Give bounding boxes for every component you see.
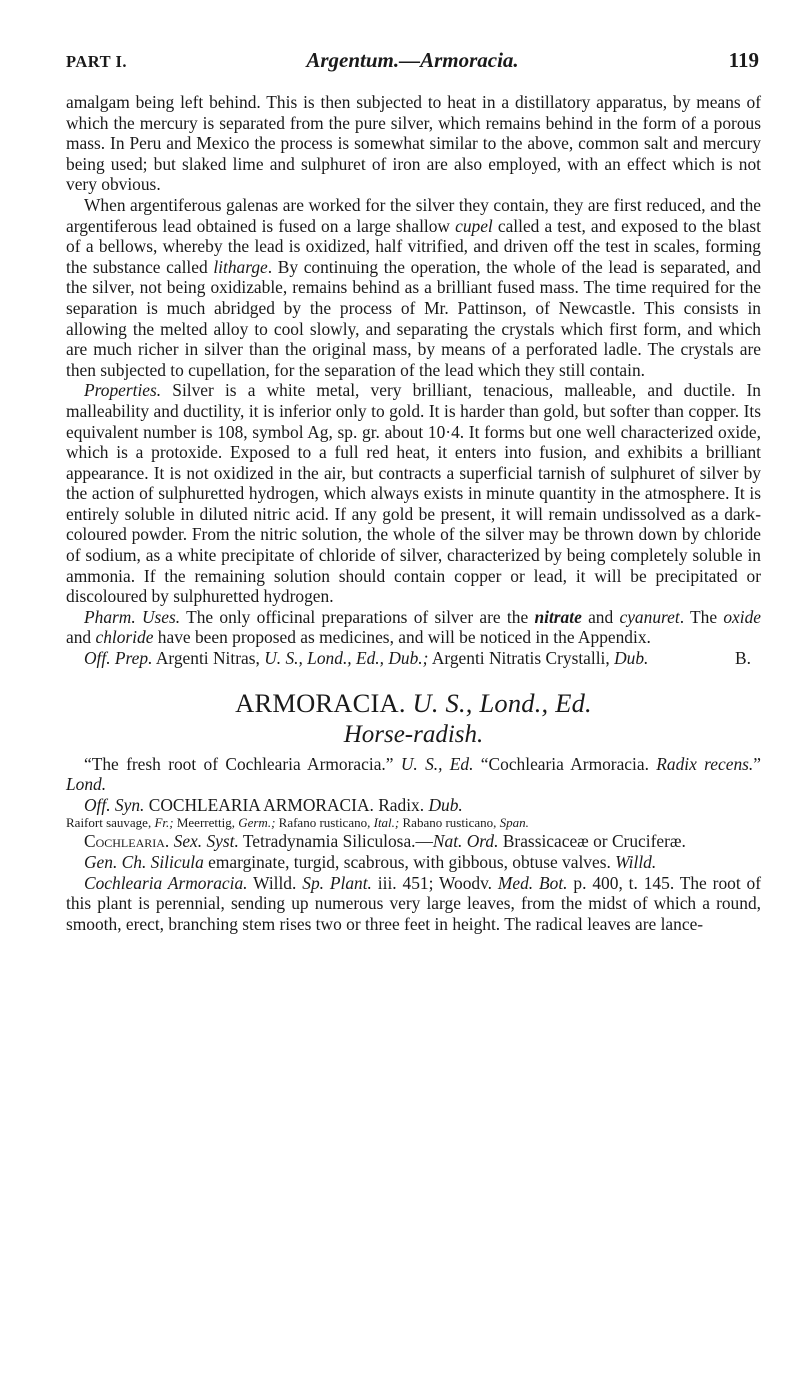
paragraph-off-prep <box>66 648 761 669</box>
paragraph-pharm-uses <box>66 607 761 648</box>
text-run: Willd. <box>247 872 303 893</box>
paragraph-properties <box>66 380 761 607</box>
text-run: Gen. Ch. Silicula <box>84 852 204 872</box>
text-run: U. S., Lond., Ed., Dub.; <box>264 648 429 669</box>
text-run: The only officinal preparations of silver are the <box>180 606 535 627</box>
text-run: emarginate, turgid, scabrous, with gibbous, obtuse valves. <box>203 852 616 872</box>
paragraph-text: amalgam being left behind. This is then subjected to heat in a distillatory apparatus, by means of which the mercury is separated from the pure silver, which remains behind in the form of a porous mass. In Peru and Mexico the process is somewhat similar to the above, common salt and mercury being used; but slaked lime and sulphuret of iron are also employed, with an effect which is not very obvious. <box>66 92 761 195</box>
paragraph-description <box>66 873 761 935</box>
text-run: Raifort sauvage, <box>66 815 155 831</box>
text-run: Radix recens. <box>656 753 754 774</box>
text-run: Span. <box>499 815 529 831</box>
text-run: Rafano rusticano, <box>275 815 374 831</box>
text-run: Silver is a white metal, very brilliant, tenacious, malleable, and ductile. In malleability and ductility, it is inferior only to gold. It is harder than gold, but softer than copper. Its equivalent number is 108, symbol Ag, sp. gr. about 10·4. It forms but one well characterized oxide, which is a protoxide. Exposed to a full red heat, it enters into fusion, and exhibits a brilliant appearance. It is not oxidized in the air, but contracts a superficial tarnish of sulphuret of silver by the action of sulphuretted hydrogen, which always exists in minute quantity in the atmosphere. It is entirely soluble in diluted nitric acid. If any gold be present, it will remain undissolved as a dark-coloured powder. From the nitric solution, the whole of the silver may be thrown down by chloride of sodium, as a white precipitate of chloride of silver, characterized by being completely soluble in ammonia. If the remaining solution should contain copper or lead, it will be precipitated or discoloured by sulphuretted hydrogen. <box>66 380 761 607</box>
paragraph-definition <box>66 754 761 795</box>
section-subtitle: Horse-radish. <box>343 720 484 748</box>
label-off-syn: Off. Syn. <box>84 794 145 815</box>
term-cyanuret: cyanuret <box>619 606 680 627</box>
text-run: have been proposed as medicines, and will be noticed in the Appendix. <box>153 627 651 648</box>
text-run: Cochlearia Armoracia. <box>84 872 248 893</box>
page-body <box>66 92 761 934</box>
label-cochlearia: Cochlearia. <box>84 831 170 852</box>
off-prep-text <box>66 648 648 669</box>
title-main: ARMORACIA. <box>235 687 406 718</box>
term-nitrate: nitrate <box>534 606 582 627</box>
title-refs: U. S., Lond., Ed. <box>405 687 592 718</box>
term-litharge: litharge <box>213 256 268 277</box>
text-run: ” <box>753 753 761 774</box>
text-run: . By continuing the operation, the whole of the lead is separated, and the silver, not being oxidizable, remains behind as a brilliant fused mass. The time required for the separation is much abridged by the process of Mr. Pattinson, of Newcastle. This consists in allowing the melted alloy to cool slowly, and separating the crystals which first form, and which are much richer in silver than the original mass, by means of a perforated ladle. The crystals are then subjected to cupellation, for the separation of the lead which they still contain. <box>66 256 761 380</box>
term-oxide: oxide <box>723 606 761 627</box>
term-cupel: cupel <box>455 215 493 236</box>
text-run: Germ.; <box>238 815 276 831</box>
text-run: and <box>66 627 96 648</box>
running-header <box>66 48 759 78</box>
text-run: Argenti Nitras, <box>152 648 265 669</box>
text-run: U. S., Ed. <box>400 753 474 774</box>
paragraph-amalgam <box>66 92 761 195</box>
text-run: “The fresh root of Cochlearia Armoracia.” <box>84 753 401 774</box>
paragraph-foreign-names <box>66 815 761 831</box>
text-run: Nat. Ord. <box>432 831 499 852</box>
text-run: p. 400, t. 145. The root of this plant is perennial, sending up numerous very large leaves, from the midst of which a round, smooth, erect, branching stem rises two or three feet in height. The radical leaves are lance- <box>66 872 762 934</box>
running-title: Argentum.—Armoracia. <box>306 48 519 72</box>
text-run: Ital.; <box>373 815 400 831</box>
paragraph-gen-ch <box>66 852 761 873</box>
text-run: Tetradynamia Siliculosa.— <box>238 831 433 852</box>
text-run: Rabano rusticano, <box>399 815 500 831</box>
text-run: Sex. Syst. <box>173 831 239 852</box>
text-run: . The <box>679 606 724 627</box>
text-run: Fr.; <box>154 815 174 831</box>
page-number: 119 <box>728 48 759 72</box>
text-run: When argentiferous galenas are worked for the silver they contain, they are first reduced, and the argentiferous lead obtained is fused on a large shallow <box>66 194 761 236</box>
text-run: Argenti Nitratis Crystalli, <box>428 648 615 669</box>
text-run: COCHLEARIA ARMORACIA. Radix. <box>144 794 429 815</box>
text-run: Sp. Plant. <box>302 872 372 893</box>
part-label: PART I. <box>66 52 127 71</box>
paragraph-classification <box>66 831 761 852</box>
text-run: Meerrettig, <box>173 815 239 831</box>
text-run: called a test, and exposed to the blast of a bellows, whereby the lead is oxidized, half vitrified, and driven off the test in scales, forming the substance called <box>66 215 761 277</box>
author-signature: B. <box>735 648 751 669</box>
text-run: “Cochlearia Armoracia. <box>473 753 657 774</box>
section-title <box>66 687 761 719</box>
text-run: Lond. <box>66 774 107 795</box>
label-off-prep: Off. Prep. <box>84 648 153 669</box>
text-run: Brassicaceæ or Cruciferæ. <box>498 831 686 852</box>
text-run: Willd. <box>615 852 657 872</box>
label-pharm-uses: Pharm. Uses. <box>84 606 181 627</box>
paragraph-off-syn <box>66 795 761 816</box>
term-chloride: chloride <box>95 627 154 648</box>
text-run: Dub. <box>614 648 649 669</box>
text-run: Dub. <box>428 794 463 815</box>
text-run: Med. Bot. <box>497 872 568 893</box>
text-run: iii. 451; Woodv. <box>371 872 498 893</box>
label-properties: Properties. <box>84 380 162 401</box>
paragraph-galenas <box>66 195 761 380</box>
text-run: and <box>581 606 620 627</box>
